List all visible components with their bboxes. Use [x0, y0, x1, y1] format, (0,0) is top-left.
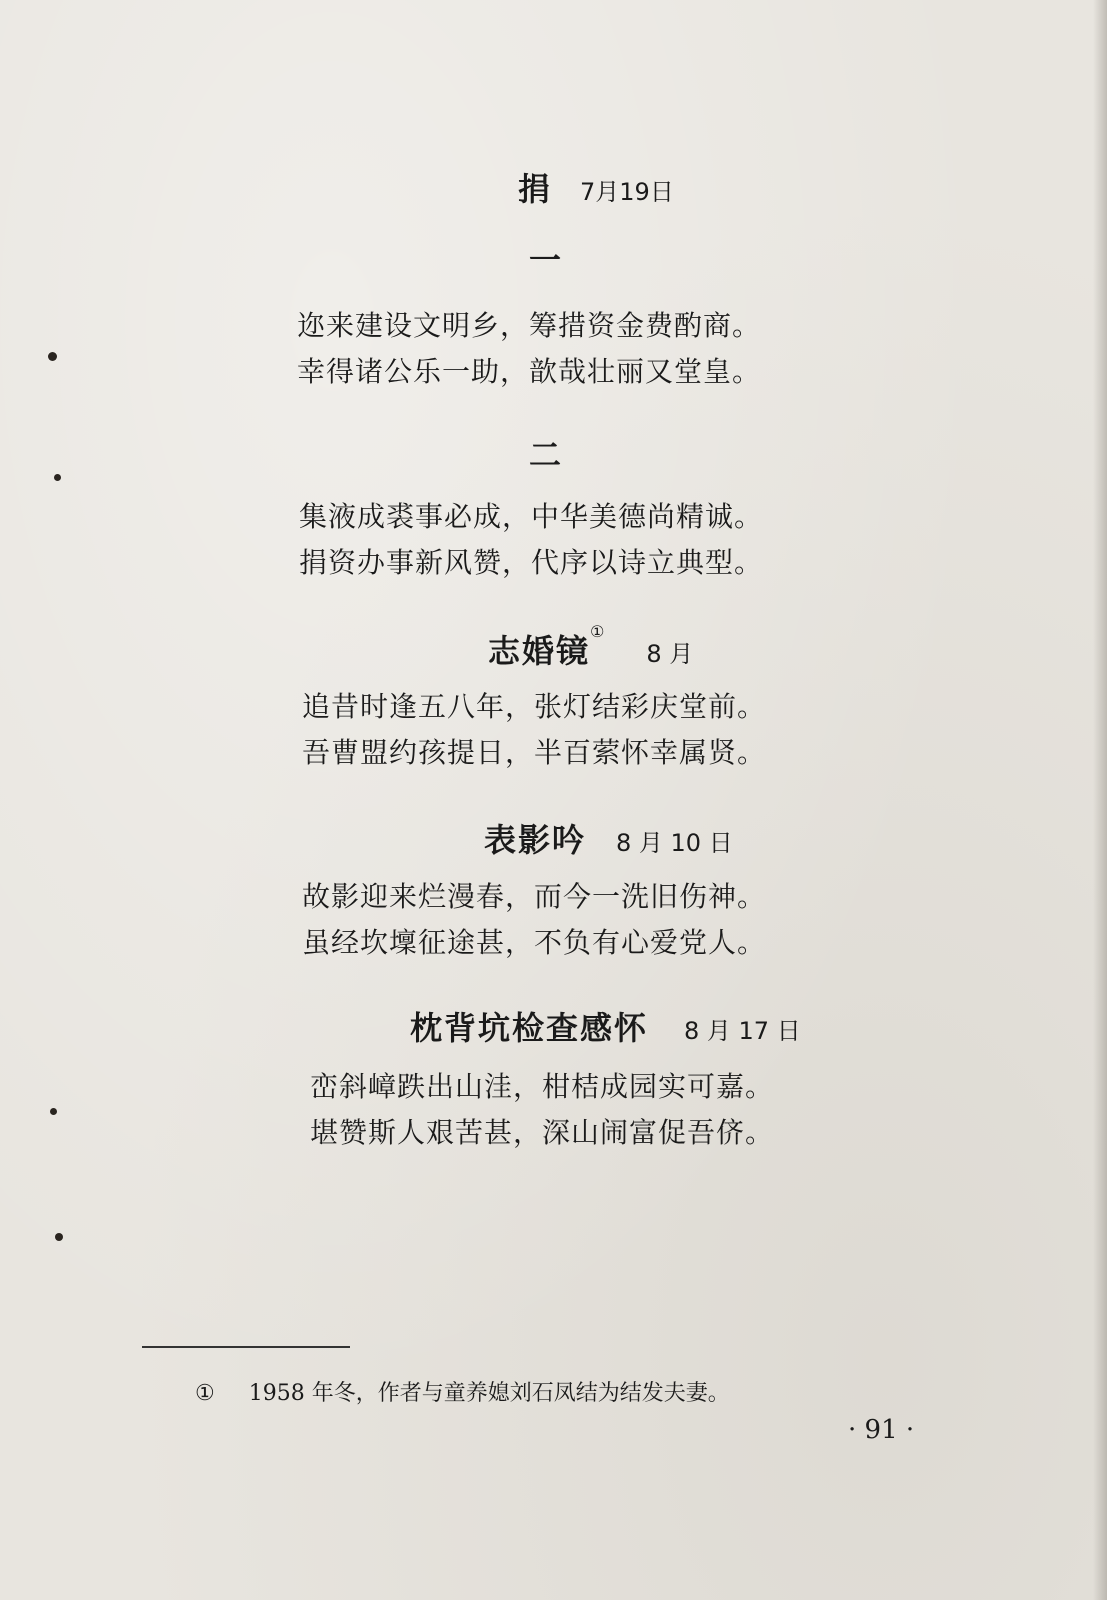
poem-verse — [310, 1064, 774, 1156]
verse-line: 虽经坎壈征途甚，不负有心爱党人。 — [302, 926, 767, 959]
footnote-divider — [142, 1346, 350, 1348]
poem-title: 表影吟 — [484, 821, 587, 859]
page-edge-shadow — [1093, 0, 1107, 1600]
page-number: · 91 · — [848, 1415, 915, 1445]
poem-verse — [302, 684, 766, 776]
poem-title-row — [484, 815, 733, 861]
verse-line: 幸得诸公乐一助，歆哉壮丽又堂皇。 — [297, 355, 762, 388]
footnote-text: 1958 年冬，作者与童养媳刘石凤结为结发夫妻。 — [248, 1381, 730, 1406]
verse-line: 集液成裘事必成，中华美德尚精诚。 — [299, 500, 764, 533]
poem-verse — [299, 494, 763, 586]
verse-line: 捐资办事新风赞，代序以诗立典型。 — [299, 546, 764, 579]
verse-line: 堪赞斯人艰苦甚，深山闹富促吾侪。 — [310, 1116, 775, 1149]
poem-verse — [302, 874, 766, 966]
verse-line: 峦斜嶂跌出山洼，柑桔成园实可嘉。 — [310, 1070, 775, 1103]
poem-title-row — [488, 622, 694, 672]
poem-title-row — [518, 164, 674, 210]
verse-line: 迩来建设文明乡，筹措资金费酌商。 — [297, 309, 762, 342]
poem-verse — [297, 303, 761, 395]
poem-title: 枕背坑检查感怀 — [410, 1009, 649, 1047]
footnote-reference: ① — [590, 622, 605, 641]
poem-date: 8 月 17 日 — [684, 1017, 801, 1045]
footnote-mark: ① — [195, 1381, 215, 1406]
poem-title-row — [410, 1003, 801, 1049]
binding-hole — [54, 474, 61, 481]
poem-date: 8 月 10 日 — [616, 829, 733, 857]
verse-line: 故影迎来烂漫春，而今一洗旧伤神。 — [302, 880, 767, 913]
poem-title: 志婚镜 — [488, 632, 591, 670]
footnote — [195, 1376, 730, 1407]
binding-hole — [48, 352, 57, 361]
section-number: 一 — [529, 241, 562, 279]
binding-hole — [55, 1233, 63, 1241]
verse-line: 吾曹盟约孩提日，半百萦怀幸属贤。 — [302, 736, 767, 769]
poem-title: 捐 — [518, 170, 553, 208]
poem-date: 7月19日 — [580, 178, 674, 206]
verse-line: 追昔时逢五八年，张灯结彩庆堂前。 — [302, 690, 767, 723]
section-number: 二 — [529, 436, 562, 474]
binding-hole — [50, 1108, 57, 1115]
poem-date: 8 月 — [646, 640, 694, 668]
